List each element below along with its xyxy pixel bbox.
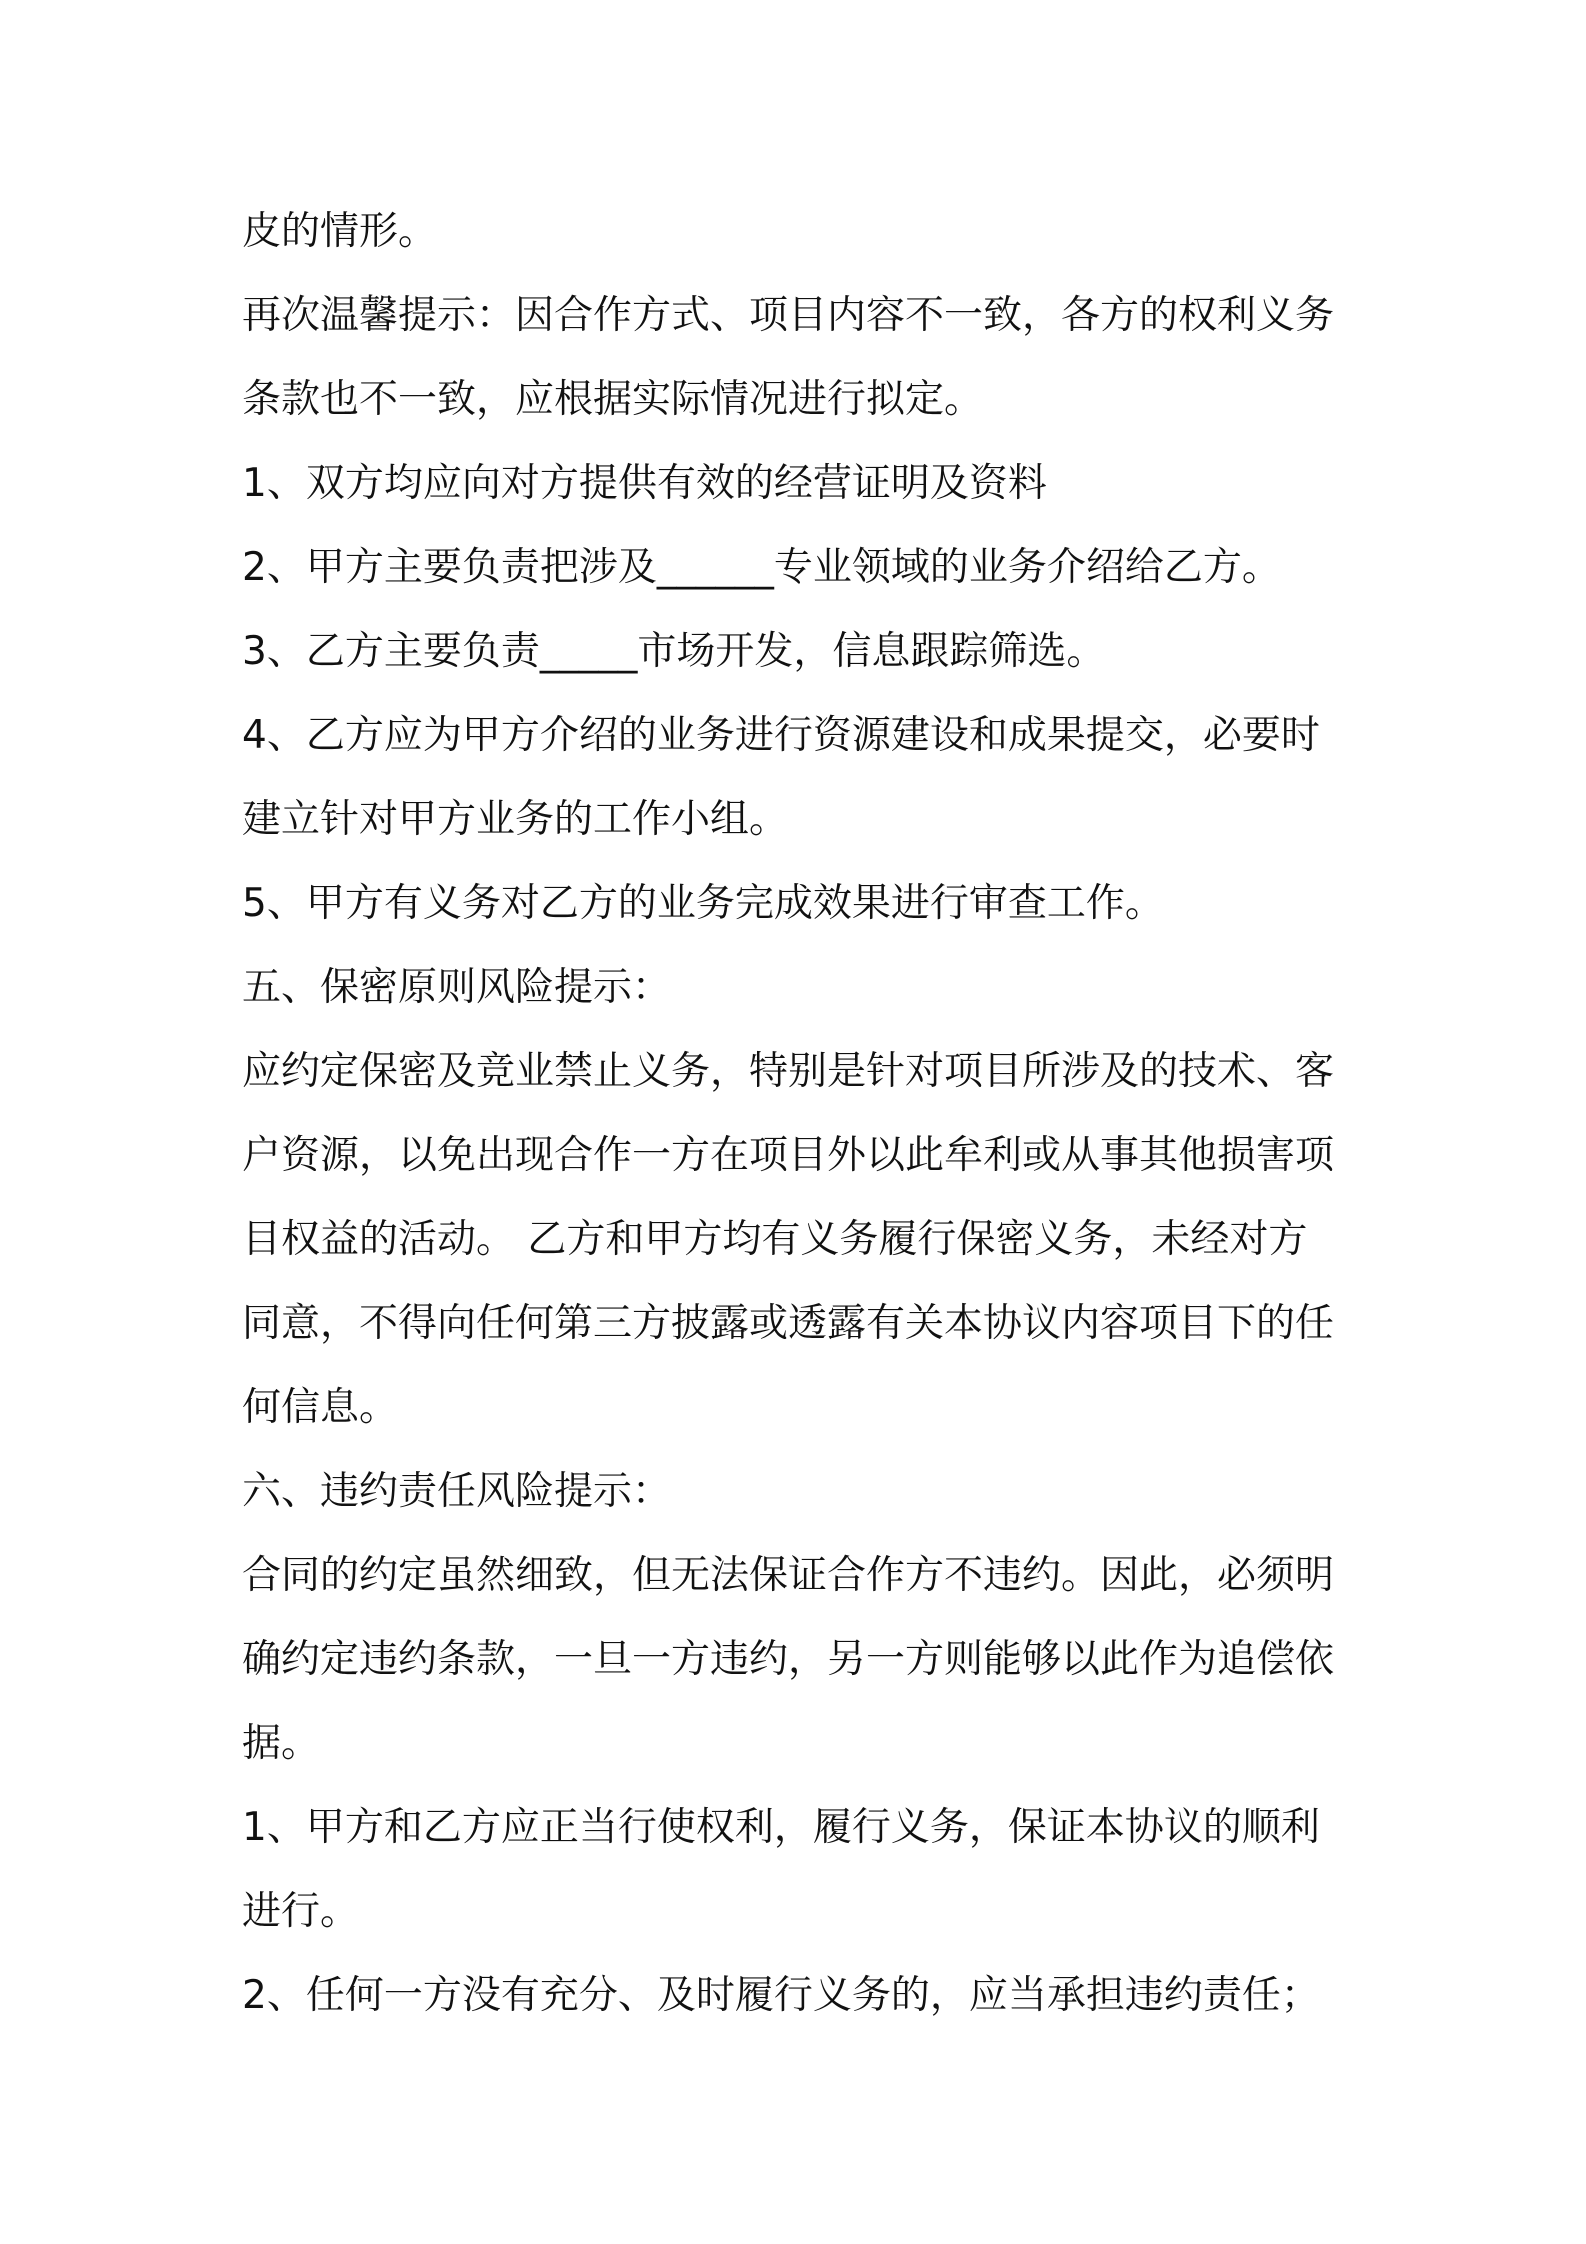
text-line: 确约定违约条款，一旦一方违约，另一方则能够以此作为追偿依 (242, 1637, 1335, 1682)
section-heading: 五、保密原则风险提示： (242, 965, 672, 1010)
text-line: 户资源，以免出现合作一方在项目外以此牟利或从事其他损害项 (242, 1133, 1335, 1178)
text-line: 据。 (242, 1721, 321, 1766)
text-line: 条款也不一致，应根据实际情况进行拟定。 (242, 377, 984, 422)
text-line: 应约定保密及竞业禁止义务，特别是针对项目所涉及的技术、客 (242, 1049, 1335, 1094)
text-line: 建立针对甲方业务的工作小组。 (242, 797, 789, 842)
text-line: 3、乙方主要负责_____市场开发，信息跟踪筛选。 (242, 629, 1106, 674)
text-line: 1、双方均应向对方提供有效的经营证明及资料 (242, 461, 1047, 506)
text-line: 目权益的活动。 乙方和甲方均有义务履行保密义务，未经对方 (242, 1217, 1308, 1262)
text-line: 进行。 (242, 1889, 360, 1934)
text-line: 2、任何一方没有充分、及时履行义务的，应当承担违约责任； (242, 1973, 1320, 2018)
text-line: 合同的约定虽然细致，但无法保证合作方不违约。因此，必须明 (242, 1553, 1335, 1598)
text-line: 5、甲方有义务对乙方的业务完成效果进行审查工作。 (242, 881, 1164, 926)
text-line: 4、乙方应为甲方介绍的业务进行资源建设和成果提交，必要时 (242, 713, 1320, 758)
text-line: 2、甲方主要负责把涉及______专业领域的业务介绍给乙方。 (242, 545, 1281, 590)
text-line: 何信息。 (242, 1385, 399, 1430)
document-body (242, 190, 1357, 2038)
text-line: 再次温馨提示：因合作方式、项目内容不一致，各方的权利义务 (242, 293, 1335, 338)
text-line: 皮的情形。 (242, 209, 438, 254)
section-heading: 六、违约责任风险提示： (242, 1469, 672, 1514)
text-line: 同意，不得向任何第三方披露或透露有关本协议内容项目下的任 (242, 1301, 1335, 1346)
text-line: 1、甲方和乙方应正当行使权利，履行义务，保证本协议的顺利 (242, 1805, 1320, 1850)
